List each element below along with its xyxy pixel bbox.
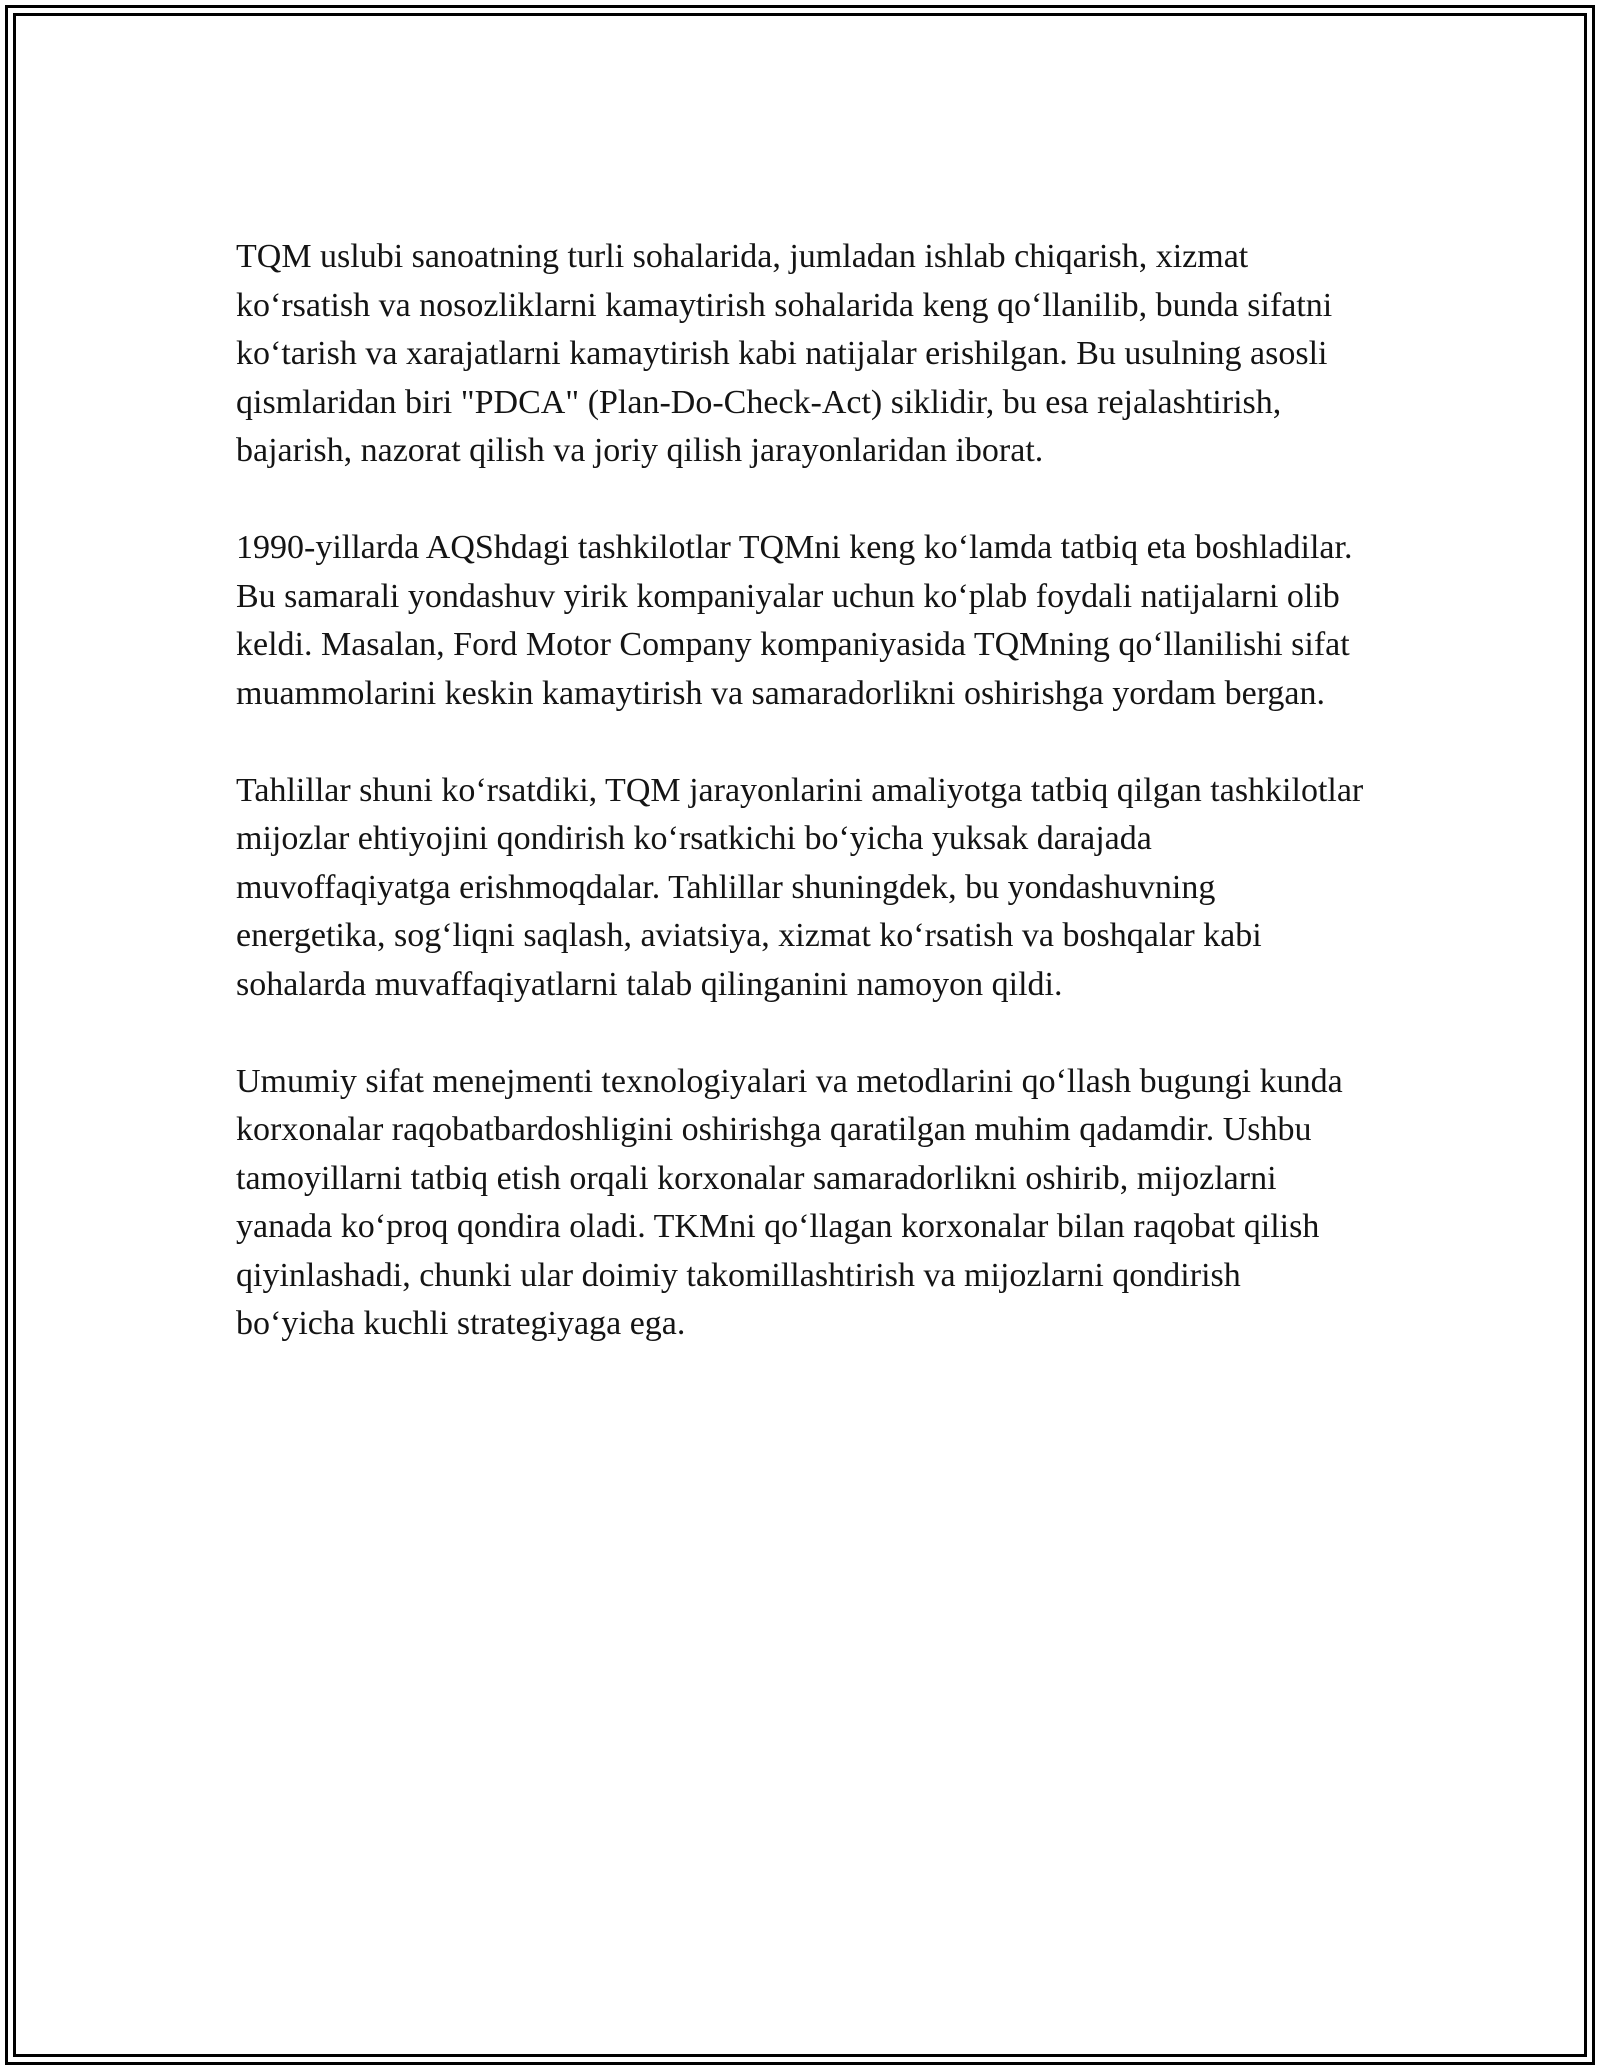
paragraph-pdca: TQM uslubi sanoatning turli sohalarida, jumladan ishlab chiqarish, xizmat ko‘rsatish va nosozliklarni kamaytirish sohalarida keng qo‘llanilib, bunda sifatni ko‘tarish va xarajatlarni kamaytirish kabi natijalar erishilgan. Bu usulning asosli qismlaridan biri "PDCA" (Plan-Do-Check-Act) siklidir, bu esa rejalashtirish, bajarish, nazorat qilish va joriy qilish jarayonlaridan iborat.: [236, 238, 1333, 469]
document-body: [236, 233, 1366, 1397]
paragraph-conclusion: Umumiy sifat menejmenti texnologiyalari va metodlarini qo‘llash bugungi kunda korxonalar raqobatbardoshligini oshirishga qaratilgan muhim qadamdir. Ushbu tamoyillarni tatbiq etish orqali korxonalar samaradorlikni oshirib, mijozlarni yanada ko‘proq qondira oladi. TKMni qo‘llagan korxonalar bilan raqobat qilish qiyinlashadi, chunki ular doimiy takomillashtirish va mijozlarni qondirish bo‘yicha kuchli strategiyaga ega.: [236, 1062, 1343, 1342]
paragraph-usa-adoption: 1990-yillarda AQShdagi tashkilotlar TQMni keng ko‘lamda tatbiq eta boshladilar. Bu samarali yondashuv yirik kompaniyalar uchun ko‘plab foydali natijalarni olib keldi. Masalan, Ford Motor Company kompaniyasida TQMning qo‘llanilishi sifat muammolarini keskin kamaytirish va samaradorlikni oshirishga yordam bergan.: [236, 529, 1353, 712]
paragraph-analysis: Tahlillar shuni ko‘rsatdiki, TQM jarayonlarini amaliyotga tatbiq qilgan tashkilotlar mijozlar ehtiyojini qondirish ko‘rsatkichi bo‘yicha yuksak darajada muvoffaqiyatga erishmoqdalar. Tahlillar shuningdek, bu yondashuvning energetika, sog‘liqni saqlash, aviatsiya, xizmat ko‘rsatish va boshqalar kabi sohalarda muvaffaqiyatlarni talab qilinganini namoyon qildi.: [236, 771, 1364, 1003]
